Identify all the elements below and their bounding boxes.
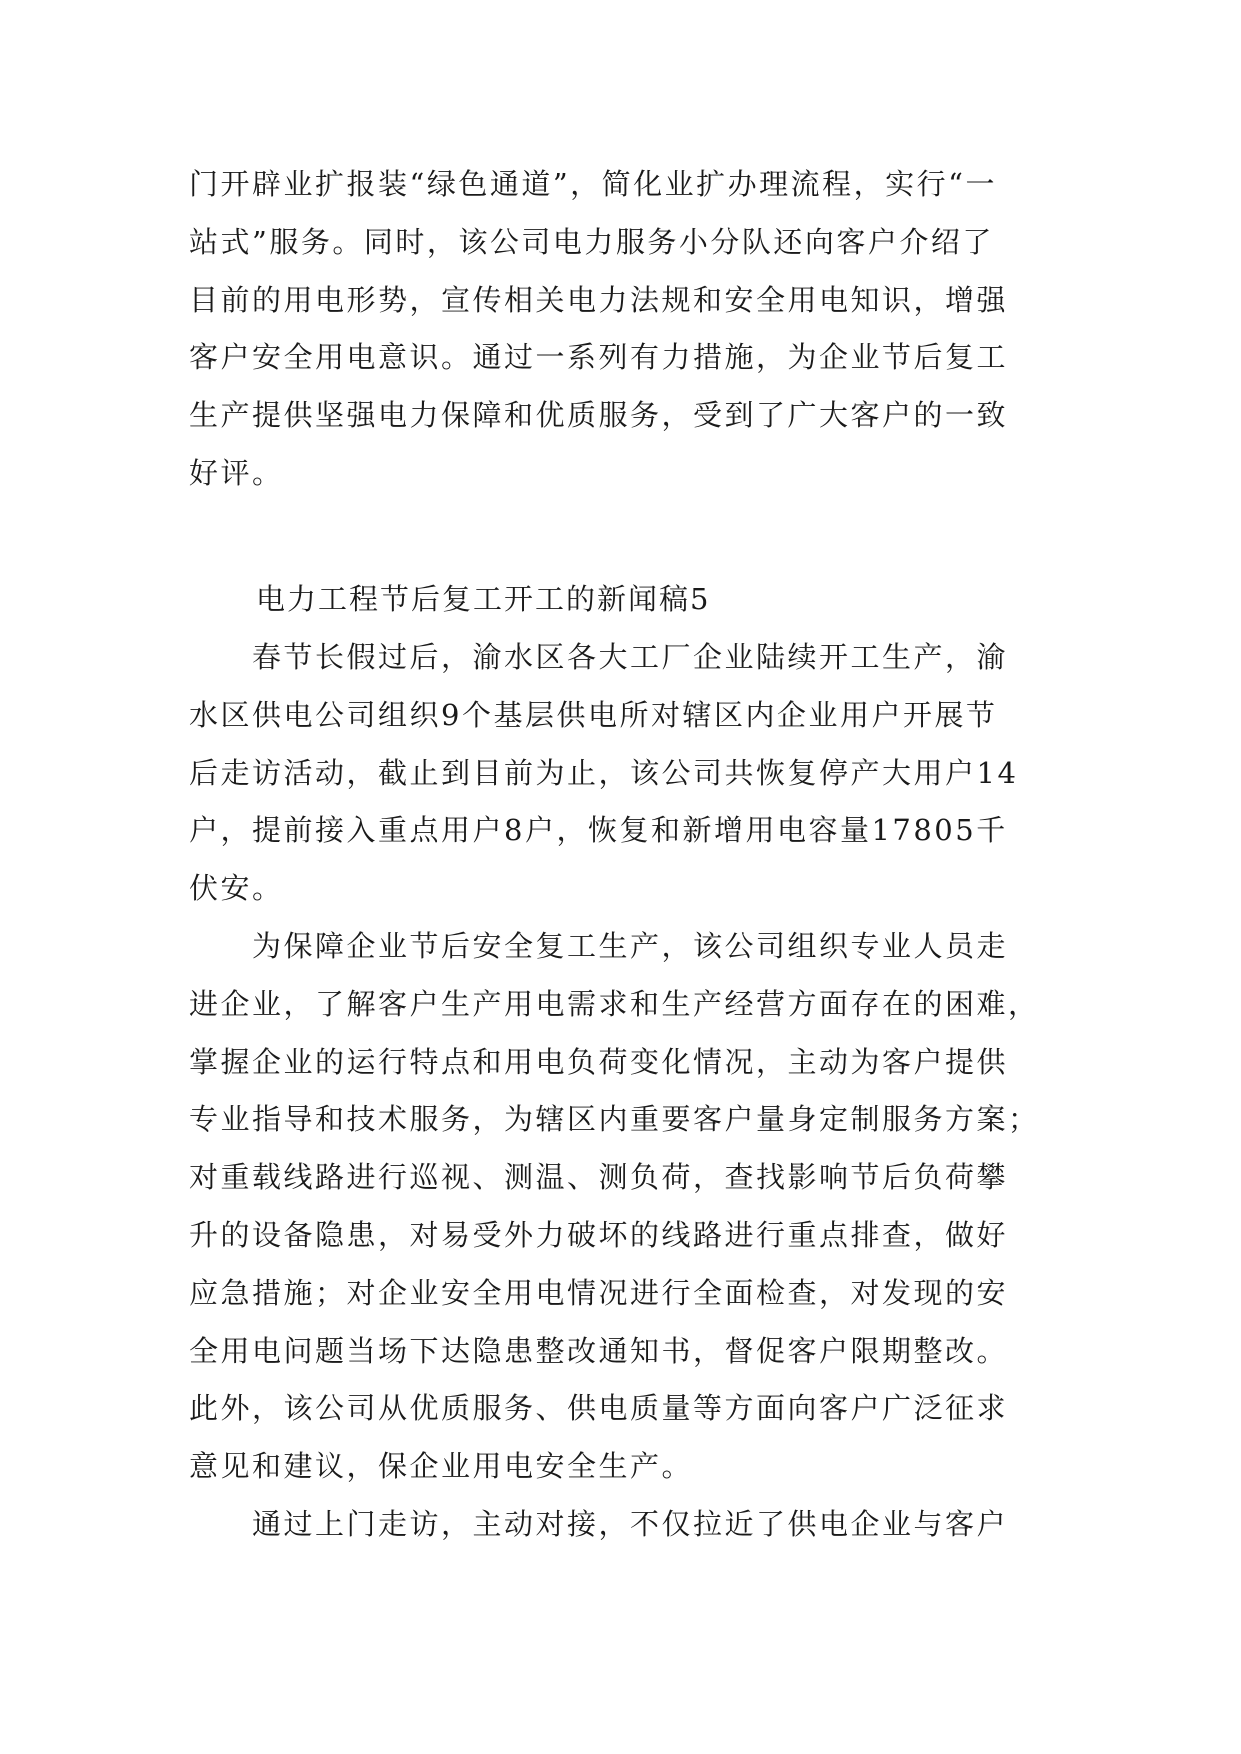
text-line: 后走访活动，截止到目前为止，该公司共恢复停产大用户14 — [189, 755, 1019, 790]
text-line: 水区供电公司组织9个基层供电所对辖区内企业用户开展节 — [189, 697, 998, 732]
text-line: 此外，该公司从优质服务、供电质量等方面向客户广泛征求 — [189, 1391, 1009, 1426]
paragraph-2 — [189, 918, 1069, 1496]
text-line: 进企业，了解客户生产用电需求和生产经营方面存在的困难， — [189, 986, 1040, 1021]
text-line: 目前的用电形势，宣传相关电力法规和安全用电知识，增强 — [189, 282, 1009, 317]
text-line: 对重载线路进行巡视、测温、测负荷，查找影响节后负荷攀 — [189, 1160, 1009, 1195]
text-line: 客户安全用电意识。通过一系列有力措施，为企业节后复工 — [189, 340, 1009, 375]
text-line: 专业指导和技术服务，为辖区内重要客户量身定制服务方案； — [189, 1102, 1040, 1137]
text-line: 通过上门走访，主动对接，不仅拉近了供电企业与客户 — [189, 1507, 1009, 1541]
text-line: 意见和建议，保企业用电安全生产。 — [189, 1449, 694, 1484]
text-line: 为保障企业节后安全复工生产，该公司组织专业人员走 — [189, 929, 1009, 963]
text-line: 门开辟业扩报装“绿色通道”，简化业扩办理流程，实行“一 — [189, 167, 997, 201]
text-line: 站式”服务。同时，该公司电力服务小分队还向客户介绍了 — [189, 224, 994, 259]
text-line: 好评。 — [189, 455, 284, 490]
section-heading: 电力工程节后复工开工的新闻稿5 — [256, 582, 711, 616]
text-line: 春节长假过后，渝水区各大工厂企业陆续开工生产，渝 — [189, 640, 1009, 674]
text-line: 应急措施；对企业安全用电情况进行全面检查，对发现的安 — [189, 1275, 1009, 1310]
text-line: 伏安。 — [189, 871, 284, 906]
text-line: 掌握企业的运行特点和用电负荷变化情况，主动为客户提供 — [189, 1044, 1009, 1079]
paragraph-continued — [189, 156, 1069, 503]
text-line: 户，提前接入重点用户8户，恢复和新增用电容量17805千 — [189, 813, 1008, 848]
text-line: 升的设备隐患，对易受外力破坏的线路进行重点排查，做好 — [189, 1217, 1009, 1252]
paragraph-1 — [189, 629, 1069, 918]
paragraph-3 — [189, 1496, 1069, 1554]
text-line: 全用电问题当场下达隐患整改通知书，督促客户限期整改。 — [189, 1333, 1009, 1368]
text-line: 生产提供坚强电力保障和优质服务，受到了广大客户的一致 — [189, 398, 1009, 433]
